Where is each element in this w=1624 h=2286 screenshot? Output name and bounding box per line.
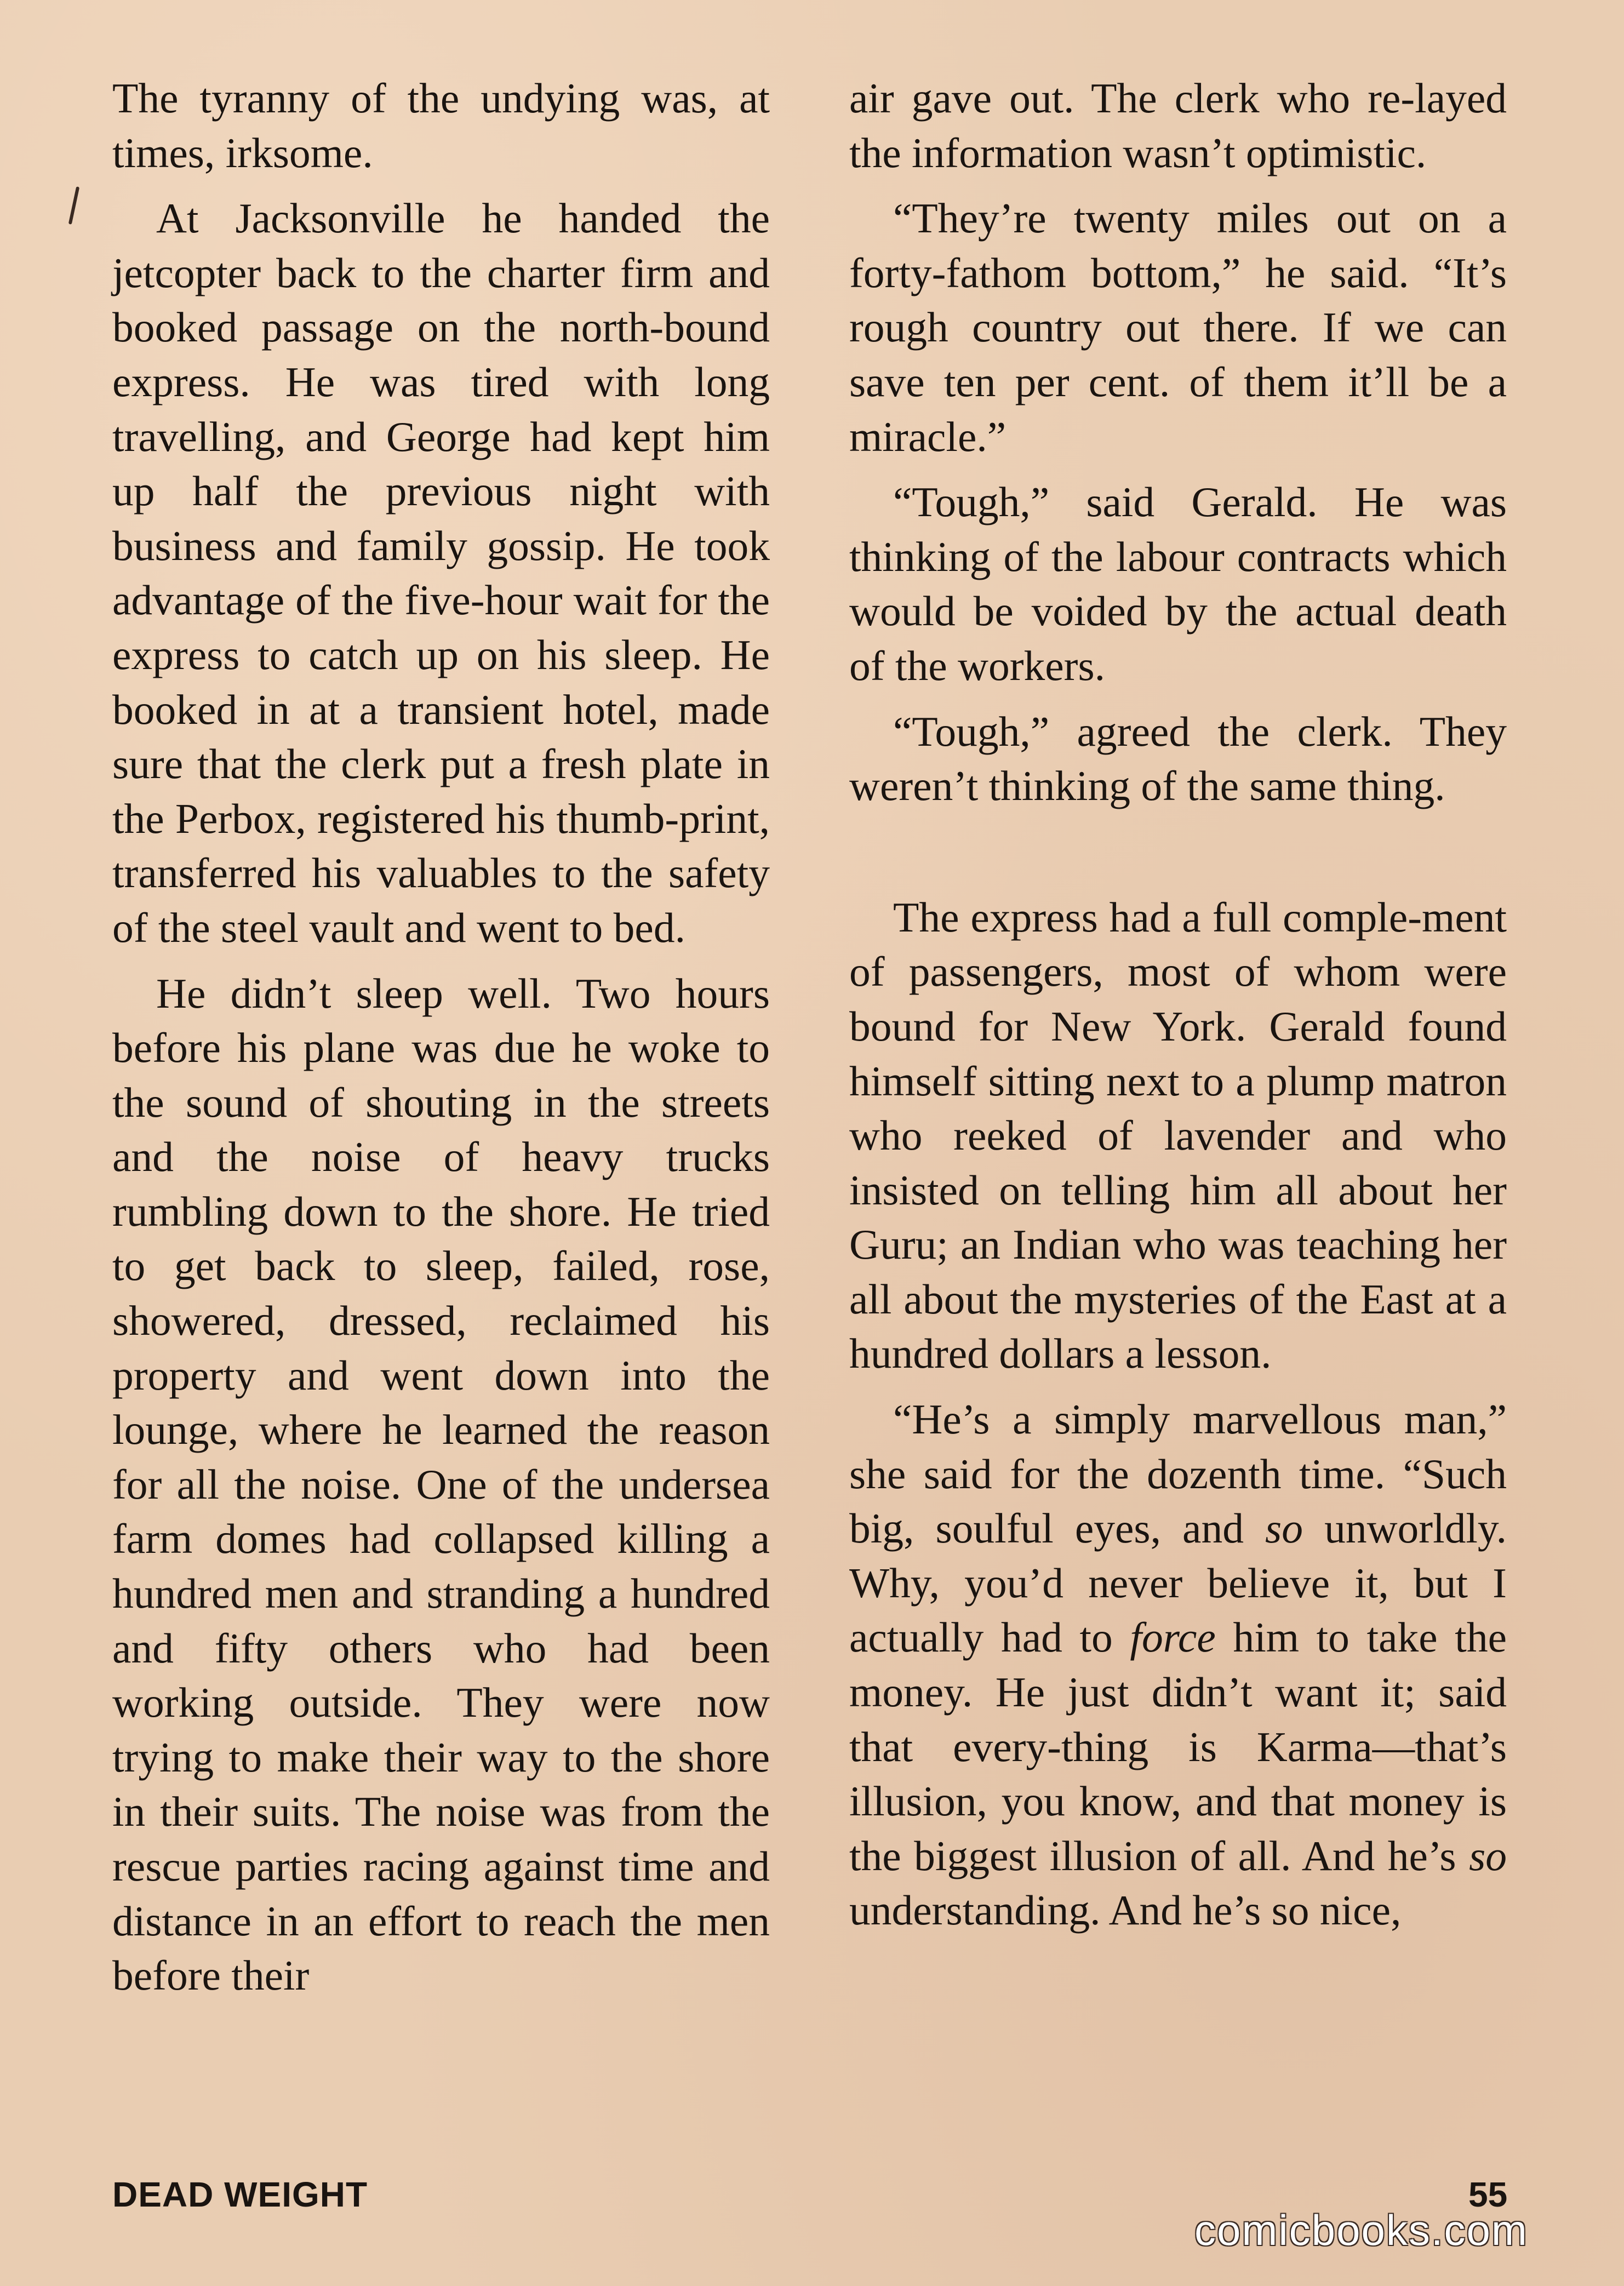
text-run: unworldly. Why, you’d never believe it, but I actually had to [849, 1505, 1507, 1661]
text-run: understanding. And he’s so nice, [849, 1887, 1402, 1934]
paragraph: The express had a full comple-ment of passengers, most of whom were bound for New York. Gerald found himself sitting next to a plump matron who reeked of lavender and who insisted on telling him all about her Guru; an Indian who was teaching her all about the mysteries of the East at a hundred dollars a lesson. [849, 893, 1507, 1378]
paragraph: “Tough,” agreed the clerk. They weren’t thinking of the same thing. [849, 707, 1507, 810]
paragraph: air gave out. The clerk who re-layed the information wasn’t optimistic. [849, 75, 1507, 176]
italic-emphasis: so [1265, 1505, 1303, 1552]
right-text-column [849, 71, 1507, 1949]
running-title: DEAD WEIGHT [112, 2175, 368, 2214]
italic-emphasis: so [1469, 1832, 1507, 1879]
page-number: 55 [1468, 2175, 1508, 2214]
text-run: “He’s a simply marvellous man,” she said for the dozenth time. “Such big, soulful eyes, and [849, 1396, 1507, 1552]
pencil-margin-mark [68, 186, 79, 225]
paragraph: “Tough,” said Gerald. He was thinking of the labour contracts which would be voided by the actual death of the workers. [849, 478, 1507, 689]
paragraph: He didn’t sleep well. Two hours before his plane was due he woke to the sound of shouting in the streets and the noise of heavy trucks rumbling down to the shore. He tried to get back to sleep, failed, rose, showered, dressed, reclaimed his property and went down into the lounge, where he learned the reason for all the noise. One of the undersea farm domes had collapsed killing a hundred men and stranding a hundred and fifty others who had been working outside. They were now trying to make their way to the shore in their suits. The noise was from the rescue parties racing against time and distance in an effort to reach the men before their [112, 969, 770, 1999]
left-text-column [112, 71, 770, 2014]
watermark: comicbooks.com [1194, 2206, 1528, 2254]
text-run: him to take the money. He just didn’t want it; said that every-thing is Karma—that’s illusion, you know, and that money is the biggest illusion of all. And he’s [849, 1614, 1507, 1879]
paragraph: The tyranny of the undying was, at times, irksome. [112, 75, 770, 176]
paragraph: “They’re twenty miles out on a forty-fathom bottom,” he said. “It’s rough country out there. If we can save ten per cent. of them it’ll be a miracle.” [849, 195, 1507, 460]
paragraph [849, 1392, 1507, 1938]
paragraph: At Jacksonville he handed the jetcopter back to the charter firm and booked passage on the north-bound express. He was tired with long travelling, and George had kept him up half the previous night with business and family gossip. He took advantage of the five-hour wait for the express to catch up on his sleep. He booked in at a transient hotel, made sure that the clerk put a fresh plate in the Perbox, registered his thumb-print, transferred his valuables to the safety of the steel vault and went to bed. [112, 195, 770, 951]
italic-emphasis: force [1130, 1614, 1216, 1661]
